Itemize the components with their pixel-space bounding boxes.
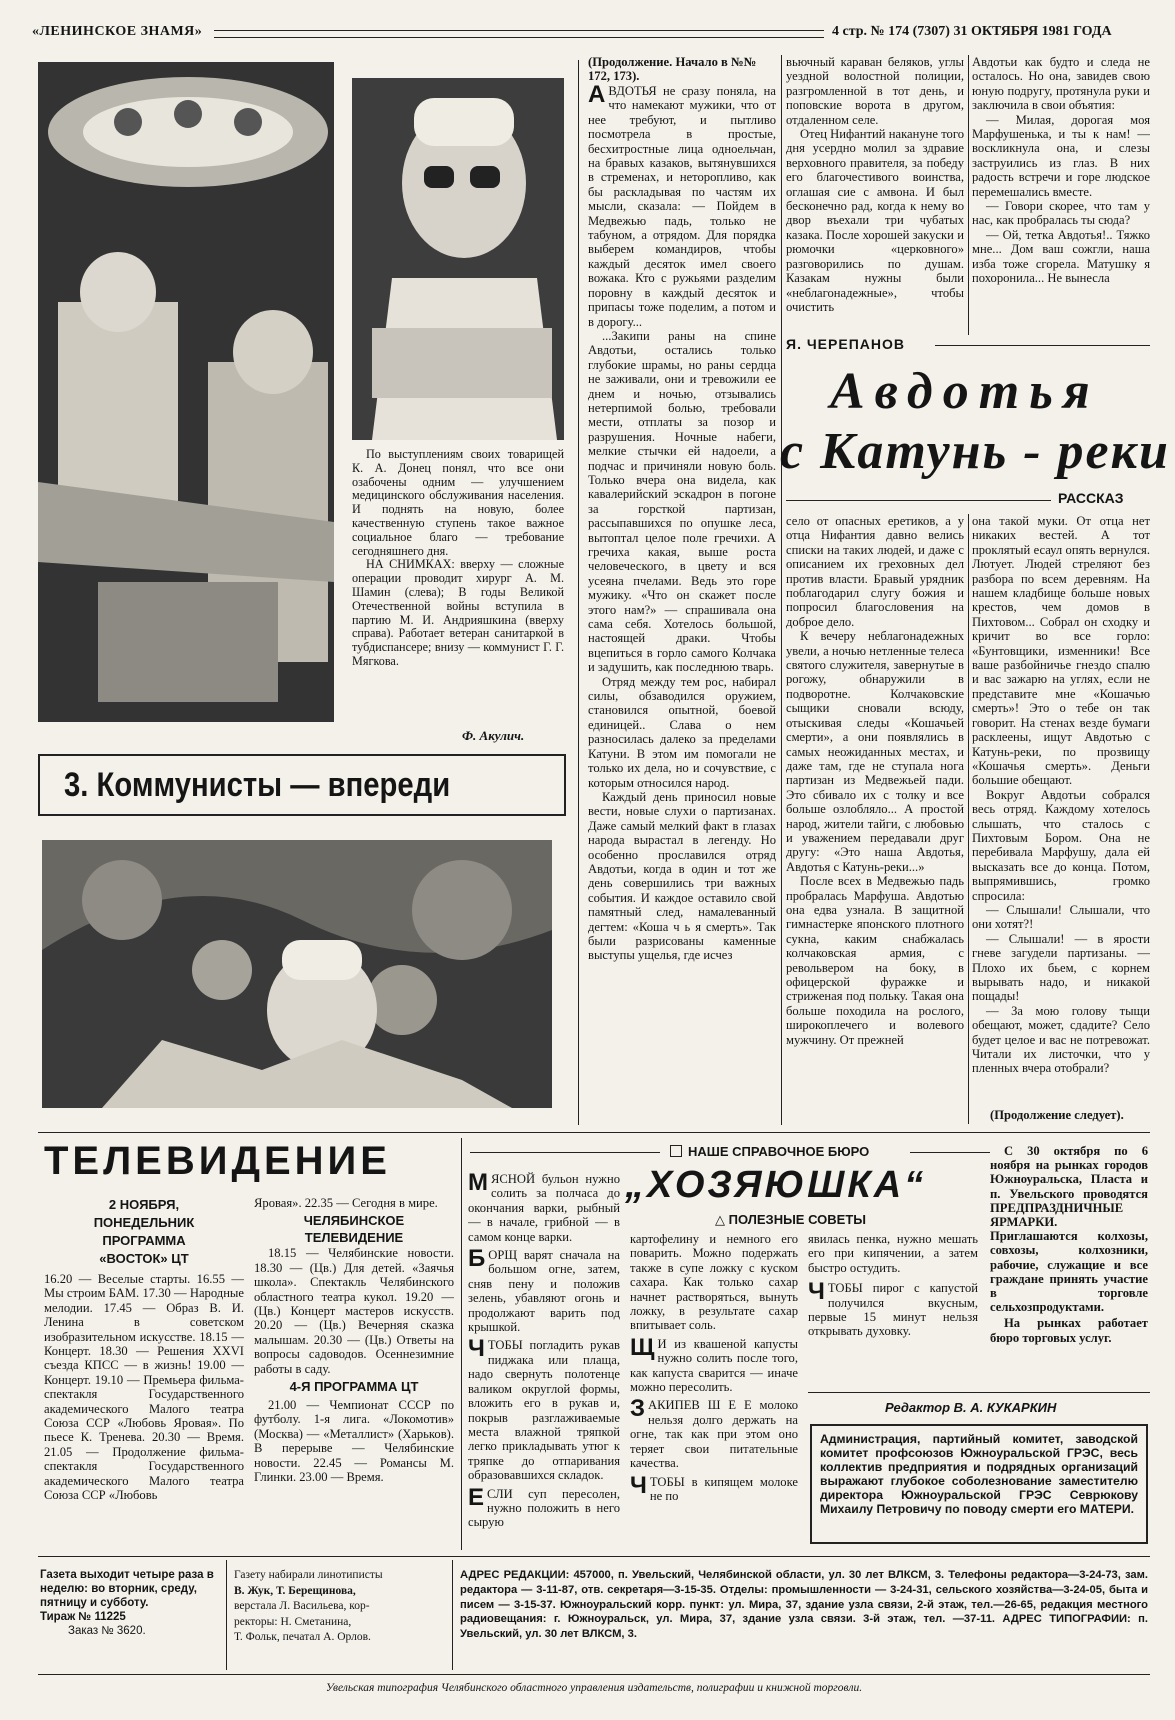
divider-footer (38, 1556, 1150, 1557)
story-col2-p1: вьючный караван беляков, углы уездной волостной полиции, разгромленной в тот день, и поповские ворота в другом, отдаленном селе. (786, 55, 964, 127)
tv-col2 (254, 1196, 454, 1546)
tv-program1-line1: ПРОГРАММА (102, 1233, 186, 1248)
story-col4-p3: После всех в Медвежью падь пробралась Марфуша. Авдотью она едва узнала. В защитной гимнастерке японского плотного сукна, каким снабжалась колчаковская армия, с револьвером на боку, в офицерской фуражке и стриженая под польку. Такая она больше походила на рослого, широкоплечего и волевого мужчину. От прежней (786, 874, 964, 1047)
editor-line: Редактор В. А. КУКАРКИН (885, 1400, 1057, 1415)
bureau-title: „ХОЗЯЮШКА“ (625, 1164, 927, 1206)
bureau-col3 (808, 1232, 978, 1382)
story-to-be-continued: (Продолжение следует). (990, 1108, 1124, 1122)
footer-address: АДРЕС РЕДАКЦИИ: 457000, п. Увельский, Челябинской области, ул. 30 лет ВЛКСМ, 3. Телефоны редактора—3-24-73, зам. редактора — 3-11-87, отв. секретаря—3-15-35. Отделы: промышленности — 3-24-31, сельского хозяйства—3-24-05, быта и писем — 3-15-37. Южноуральский корр. пункт: ул. Мира, 37, здание узла связи, 2-й этаж, тел.—26-65, редакция местного радиовещания: г. Южноуральск, ул. Мира, 37, здание узла связи. 3-й этаж, тел. —37-11. АДРЕС ТИПОГРАФИИ: п. Увельский, ул. 30 лет ВЛКСМ, 3. (460, 1569, 1148, 1641)
footer-typesetters-line-2: верстала Л. Васильева, кор- (234, 1600, 370, 1612)
divider-story-col4 (968, 514, 969, 1124)
story-col3-p1: Авдотьи как будто и следа не осталось. Но она, завидев свою юную подругу, протянула руки и заключила в свои объятия: (972, 55, 1150, 113)
footer-typesetters-line-0: Газету набирали линотиписты (234, 1569, 383, 1581)
divider-footer-2 (452, 1560, 453, 1670)
footer-order: Заказ № 3620. (68, 1625, 146, 1637)
story-author: Я. ЧЕРЕПАНОВ (786, 336, 905, 352)
story-col2-p2: Отец Нифантий накануне того дня усердно молил за здравие верховного правителя, за победу его благочестивого воинства, оглашая сие с амвона. И был бесконечно рад, когда к нему во двор въехали три чубатых казака. После хорошей закуски и рюмочки «церковного» разговорились по душам. Казакам нужны были «неблагонадежные», чтобы очистить (786, 127, 964, 314)
story-col3-p3: — Говори скорее, что там у нас, как пробралась ты сюда? (972, 199, 1150, 228)
divider-story-col1 (781, 55, 782, 1125)
bureau-tip-sleeve: ЧТОБЫ погладить рукав пиджака или плаща, надо свернуть полотенце валиком округлой формы, вложить его в рукав и, покрыв разглаживаемые места влажной тряпкой легко прикладывать утюг к тряпке до отпаривания образовавшихся складок. (468, 1335, 620, 1483)
story-genre: РАССКАЗ (1058, 490, 1124, 506)
fairs-notice (990, 1144, 1148, 1370)
condolence-text: Администрация, партийный комитет, заводской комитет профсоюзов Южноуральской ГРЭС, весь коллектив предприятия и подрядных организаций выражают глубокое соболезнование заместителю директора Южноуральской ГРЭС Севрюкову Михаилу Петровичу по поводу смерти его МАТЕРИ. (820, 1432, 1138, 1516)
story-drop-cap: А (588, 84, 606, 108)
fairs-text: С 30 октября по 6 ноября на рынках городов Южноуральска, Пласта и п. Увельского проводятся ПРЕДПРАЗДНИЧНЫЕ ЯРМАРКИ. Приглашаются колхозы, совхозы, колхозники, рабочие, служащие и все граждане принять участие в торговле сельхозпродуктами. (990, 1144, 1148, 1315)
bureau-kicker-rule-right (910, 1152, 990, 1153)
photo-headline: 3. Коммунисты — впереди (64, 766, 451, 804)
tv-title: ТЕЛЕВИДЕНИЕ (44, 1139, 391, 1183)
footer-schedule: Газета выходит четыре раза в неделю: во вторник, среду, пятницу и субботу. (40, 1569, 214, 1609)
bureau-tip-broth: МЯСНОЙ бульон нужно солить за полчаса до окончания варки, рыбный — в начале, грибной — в самом конце варки. (468, 1172, 620, 1244)
photo-caption (352, 448, 564, 669)
bureau-subtitle-wrap (715, 1212, 866, 1228)
bureau-tip-pie: ЧТОБЫ пирог с капустой получился вкусным, первые 15 минут нельзя открывать духовку. (808, 1278, 978, 1339)
tv-day-line2: ПОНЕДЕЛЬНИК (93, 1215, 195, 1230)
photographer: Ф. Акулич. (462, 728, 525, 743)
masthead (32, 22, 1142, 44)
bureau-tip-milk: ЗАКИПЕВ Ш Е Е молоко нельзя долго держать на огне, так как при этом оно теряет свои питательные качества. (630, 1395, 798, 1471)
story-col1 (588, 84, 776, 1124)
footer-schedule-block (40, 1568, 220, 1638)
story-title-line2: с Катунь - реки (780, 423, 1170, 480)
bureau-kicker-box-icon (670, 1145, 682, 1157)
footer-typesetters (234, 1568, 444, 1646)
bureau-tip-foam: ЧТОБЫ в кипящем молоке не по (630, 1471, 798, 1503)
triangle-icon: △ (715, 1212, 725, 1227)
tv-program1-text: 16.20 — Веселые старты. 16.55 — Мы строим БАМ. 17.30 — Народные мелодии. 17.45 — Образ В. И. Ленина в советском изобразительном искусстве. 18.15 — Концерт. 18.30 — Решения XXVI съезда КПСС — в жизнь! 19.00 — Концерт. 19.10 — Премьера фильма-спектакля Государственного академического Малого театра Союза ССР «Любовь Яровая». По пьесе К. Тренева. 20.30 — Время. 21.05 — Продолжение фильма-спектакля Государственного академического Малого театра Союза ССР «Любовь (44, 1272, 244, 1503)
masthead-rule (214, 30, 824, 38)
photo-headline-box (38, 754, 566, 816)
photo-veteran (352, 78, 564, 440)
story-col4-p1: село от опасных еретиков, а у отца Нифантия давно велись списки на таких людей, и даже с описанием их греховных дел против власти. Бравый урядник поблагодарил слугу божия и попросил благословения на доброе дело. (786, 514, 964, 629)
tv-program1-tail: Яровая». 22.35 — Сегодня в мире. (254, 1196, 438, 1210)
story-continuation: (Продолжение. Начало в №№ 172, 173). (588, 55, 757, 83)
paper-name: «ЛЕНИНСКОЕ ЗНАМЯ» (32, 24, 203, 39)
story-col4 (786, 514, 964, 1124)
footer-typesetters-line-4: Т. Фольк, печатал А. Орлов. (234, 1631, 371, 1643)
tv-program2-text: 18.15 — Челябинские новости. 18.30 — (Цв.) Для детей. «Заячья школа». Спектакль Челябинского областного театра кукол. 19.20 — (Цв.) Концерт мастеров искусств. 20.20 — (Цв.) Вечерняя сказка малышам. 20.30 — (Цв.) Ответы на вопросы садоводов. Осеннезимние работы в саду. (254, 1246, 454, 1376)
story-col3 (972, 55, 1150, 330)
tv-col1 (44, 1272, 244, 1542)
tv-day (44, 1196, 244, 1268)
bureau-tip-salty: ЕСЛИ суп пересолен, нужно положить в него сырую (468, 1483, 620, 1530)
divider-story-col2 (968, 55, 969, 335)
divider-editor (808, 1392, 1150, 1393)
story-title-line1: Авдотья (830, 363, 1100, 420)
divider-bottom-section (38, 1132, 1150, 1133)
caption-p1: По выступлениям своих товарищей К. А. Донец понял, что все они озабочены одним — улучшением медицинского обслуживания населения. И поднять на новую, более качественную ступень такое важное социальное благо — требование сегодняшнего дня. (352, 448, 564, 558)
fairs-bureau-line: На рынках работает бюро торговых услуг. (990, 1316, 1148, 1345)
bureau-tip-salty-cont: картофелину и немного его поварить. Можно подержать также в супе ложку с куском сахара. Как только сахар начнет растворяться, вынуть ложку, в результате сахар впитывает соль. (630, 1232, 798, 1333)
story-col5-p1: она такой муки. От отца нет никаких вестей. А тот проклятый есаул опять вернулся. Лютует. Людей стреляют без разбора по всем деревням. На нашем кладбище больше новых крестов, чем домов в Пихтовом... Собрал он сходку и кричит во все горло: «Бунтовщики, изменники! Все ваше разбойничье гнездо спалю и вас зажарю на углях, если не представите мне «Кошачью смерть»! Это о тебе он так говорит. На стенах везде бумаги расклеены, ищут Авдотью с Катунь-реки, по прозвищу «Кошачья смерть». Деньги большие обещают. (972, 514, 1150, 788)
bureau-tip-foam-cont: явилась пенка, нужно мешать его при кипячении, а затем быстро остудить. (808, 1232, 978, 1275)
tv-program2-heading (254, 1212, 454, 1246)
footer-circulation: Тираж № 11225 (40, 1611, 126, 1623)
bureau-kicker-rule (470, 1152, 660, 1153)
tv-program1-line2: «ВОСТОК» ЦТ (99, 1251, 189, 1266)
footer-typesetters-line-3: ректоры: Н. Сметанина, (234, 1615, 352, 1628)
story-col2 (786, 55, 964, 330)
story-col1-p2: ...Закипи раны на спине Авдотьи, остались только глубокие шрамы, но раны сердца не заживали, они и тревожили ее днем и ночью, отзывались нетерпимой болью, требовали мести, отплаты за позор и разрушения. Ночные набеги, мелкие стычки ей надоели, а подчас и причиняли новую боль. Только вчера она видела, как кавалерийский эскадрон в погоне за горсткой партизан, рассыпавшихся по опушке леса, вытоптал целое поле гречихи. А гречиха какая, выше роста человеческого, в цвету и вся усеяна пчелами. Ведь это горе мужику. «Что он скажет после этого нам?» — спрашивала она сама себя. Хотелось большой, настоящей драки. Чтобы вцепиться в горло самого Колчака и задушить, как последнюю тварь. (588, 328, 776, 675)
footer-typesetters-line-1: В. Жук, Т. Берещинова, (234, 1584, 356, 1597)
tv-program2-line2: ТЕЛЕВИДЕНИЕ (304, 1230, 404, 1246)
story-col5-p4: — Слышали! — в ярости гневе загудели партизаны. —Плохо их бьем, с корнем вырывать надо, и никакой пощады! (972, 931, 1150, 1004)
story-col5-p3: — Слышали! Слышали, что они хотят?! (972, 902, 1150, 932)
story-col5-p2: Вокруг Авдотьи собрался весь отряд. Каждому хотелось слышать, что сталось с Пихтовым Бором. Она не перебивала Марфушу, дала ей высказать все до конца. Потом, выпрямившись, громко спросила: (972, 787, 1150, 903)
divider-tv-bureau (461, 1138, 462, 1550)
tv-program2-line1: ЧЕЛЯБИНСКОЕ (303, 1213, 405, 1229)
story-col3-p2: — Милая, дорогая моя Марфушенька, и ты к нам! — воскликнула она, и слезы заструились из глаз. В них радость встречи и горе людское перемешались вместе. (972, 112, 1150, 199)
story-col3-p4: — Ой, тетка Авдотья!.. Тяжко мне... Дом ваш сожгли, наша изба тоже сгорела. Матушку я похоронила... Не вынесла (972, 227, 1150, 286)
bureau-subtitle: ПОЛЕЗНЫЕ СОВЕТЫ (728, 1212, 866, 1227)
caption-p2: НА СНИМКАХ: вверху — сложные операции проводит хирург А. М. Шамин (слева); В годы Великой Отечественной войны вступила в партию М. И. Андрияшкина (вверху справа). Работает ветеран санитаркой в тубдиспансере; внизу — коммунист Г. Г. Мягкова. (352, 557, 564, 668)
story-col5-p5: — За мою голову тыщи обещают, может, сдадите? Село будет целое и вас не потревожат. Читали их листочки, что у пленных вчера отобрали? (972, 1003, 1150, 1076)
bureau-col2 (630, 1232, 798, 1550)
genre-rule (786, 500, 1051, 501)
divider-footer-1 (226, 1560, 227, 1670)
divider-printer (38, 1674, 1150, 1675)
story-col4-p2: К вечеру неблагонадежных увели, а ночью нетленные телеса святого служителя, завернутые в рогожу, обнаружили в подворотне. Колчаковские сыщики сновали всюду, отыскивая следы «Кошачьей смерти», а они появлялись в самых неожиданных местах, и даже там, где не ступала нога партизан из Медвежьей пади. Это сбивало их с толку и все больше озлобляло... А простой народ, жители тайги, с любовью и уважением передавали друг другу: «Это наша Авдотья, Авдотья с Катунь-реки...» (786, 629, 964, 874)
photo-nurse (42, 840, 552, 1108)
condolence-box (810, 1424, 1148, 1544)
footer-printer: Увельская типография Челябинского областного управления издательств, полиграфии и книжной торговли. (325, 1682, 863, 1694)
story-col1-p1: ВДОТЬЯ не сразу поняла, на что намекают мужики, что от нее требуют, и пытливо посмотрела в простые, бесхитростные лица одноельчан, на бравых казаков, вытянувшихся в стременах, и неторопливо, как бы раскладывая по частям их мысли, сказала: — Пойдем в Медвежью падь, только не табуном, а отрядом. Для порядка выберем командиров, чтобы каждый десяток имел своего вожака. Кто с ружьями разделим поровну в каждый десяток и припасы тоже поделим, а потом и в дорогу... (588, 84, 776, 329)
story-col1-p4: Каждый день приносил новые вести, новые слухи о партизанах. Даже самый мелкий факт в глазах народа вырастал в легенду. Но особенно прославился отряд Авдотьи, когда в один и тот же день совершились три важных события. И каждое оставило свой памятный след, намалеванный дегтем: «Коша ч ь я смерть». Так были разрисованы каменные выступы ущелья, где исчез (588, 789, 776, 963)
bureau-kicker-label: НАШЕ СПРАВОЧНОЕ БЮРО (688, 1144, 870, 1159)
story-col1-p3: Отряд между тем рос, набирал силы, обзаводился оружием, становился опытной, боевой единицей.. Слава о нем разносилась далеко за пределами Катуни. В этом им помогали не только их дела, но и сочувствие, с которым относился народ. (588, 674, 776, 790)
tv-program3-title: 4-Я ПРОГРАММА ЦТ (289, 1379, 419, 1395)
bureau-kicker (670, 1144, 869, 1159)
divider-photo-story (578, 60, 579, 1125)
bureau-tip-cabbage: Щ И из квашеной капусты нужно солить после того, как капуста сварится — иначе можно пересолить. (630, 1333, 798, 1395)
bureau-tip-borscht: БОРЩ варят сначала на большом огне, затем, сняв пену и положив зелень, убавляют огонь и продолжают варить под крышкой. (468, 1245, 620, 1335)
author-rule (935, 345, 1150, 346)
bureau-col1 (468, 1172, 620, 1550)
tv-day-line1: 2 НОЯБРЯ, (108, 1197, 180, 1212)
photo-surgery (38, 62, 334, 722)
issue-info: 4 стр. № 174 (7307) 31 ОКТЯБРЯ 1981 ГОДА (832, 24, 1112, 39)
tv-program3-text: 21.00 — Чемпионат СССР по футболу. 1-я лига. «Локомотив» (Москва) — «Металлист» (Харьков). В перерыве — Челябинские новости. 22.45 — Романсы М. Глинки. 23.00 — Время. (254, 1398, 454, 1485)
story-col5 (972, 514, 1150, 1114)
